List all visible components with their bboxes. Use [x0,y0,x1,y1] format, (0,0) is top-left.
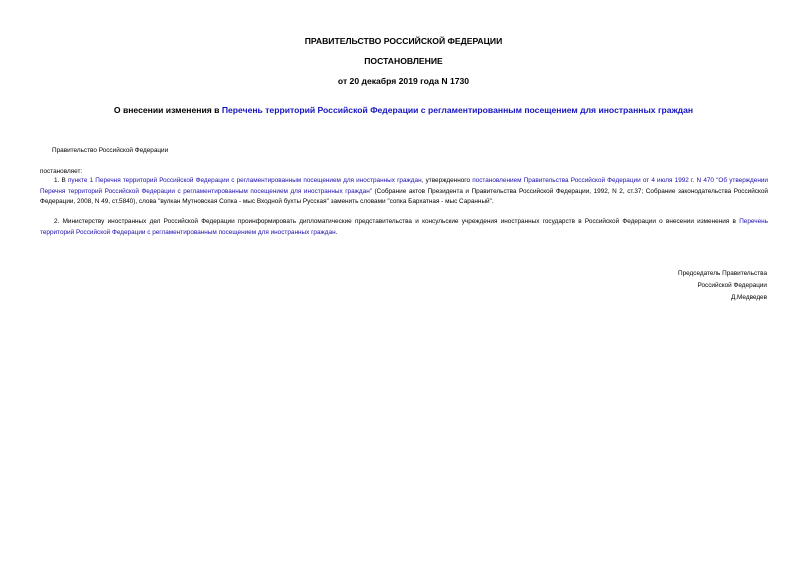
subject-prefix: О внесении изменения в [113,105,222,115]
document-type-heading: ПОСТАНОВЛЕНИЕ [364,56,443,66]
government-heading: ПРАВИТЕЛЬСТВО РОССИЙСКОЙ ФЕДЕРАЦИИ [304,36,503,46]
signature-name: Д.Медведев [730,294,767,302]
signature-block [678,268,767,305]
document-subject [40,105,767,115]
signature-organization: Российской Федерации [697,282,767,290]
p1-text-1: 1. В [54,177,68,184]
subject-list-link[interactable]: Перечень территорий Российской Федерации с регламентированным посещением для иностранных граждан [221,105,694,115]
p2-list-link[interactable]: Перечень территорий Российской Федерации с регламентированным посещением для иностранных граждан [40,218,768,236]
paragraph-2 [40,217,768,238]
p2-text-1: 2. Министерству иностранных дел Российской Федерации проинформировать дипломатические представительства и консульские учреждения иностранных государств в Российской Федерации о внесении изменения в [54,218,740,225]
issuer-text: Правительство Российской Федерации [52,147,169,154]
p1-clause-link[interactable]: пункте 1 Перечня территорий Российской Федерации с регламентированным посещением для иностранных граждан [67,177,422,184]
p2-text-2: . [335,228,338,236]
paragraph-1 [40,176,768,208]
decrees-text: постановляет: [40,168,83,175]
p1-text-3: (Собрание актов Президента и Правительства Российской Федерации, 1992, N 2, ст.37; Собрание законодательства Российской Федерации, 2008, N 49, ст.5840), слова "вулкан Мутновская Сопка - мыс Входной бухты Русская" заменить словами "сопка Бархатная - мыс Саранный". [40,187,768,205]
p1-decree-link[interactable]: постановлением Правительства Российской Федерации от 4 июля 1992 г. N 470 "Об утверждении Перечня территорий Российской Федерации с регламентированным посещением для иностранных граждан" [40,177,768,195]
signature-position: Председатель Правительства [678,270,767,277]
p1-text-2: , утвержденного [421,177,473,184]
date-number-heading: от 20 декабря 2019 года N 1730 [337,76,470,86]
